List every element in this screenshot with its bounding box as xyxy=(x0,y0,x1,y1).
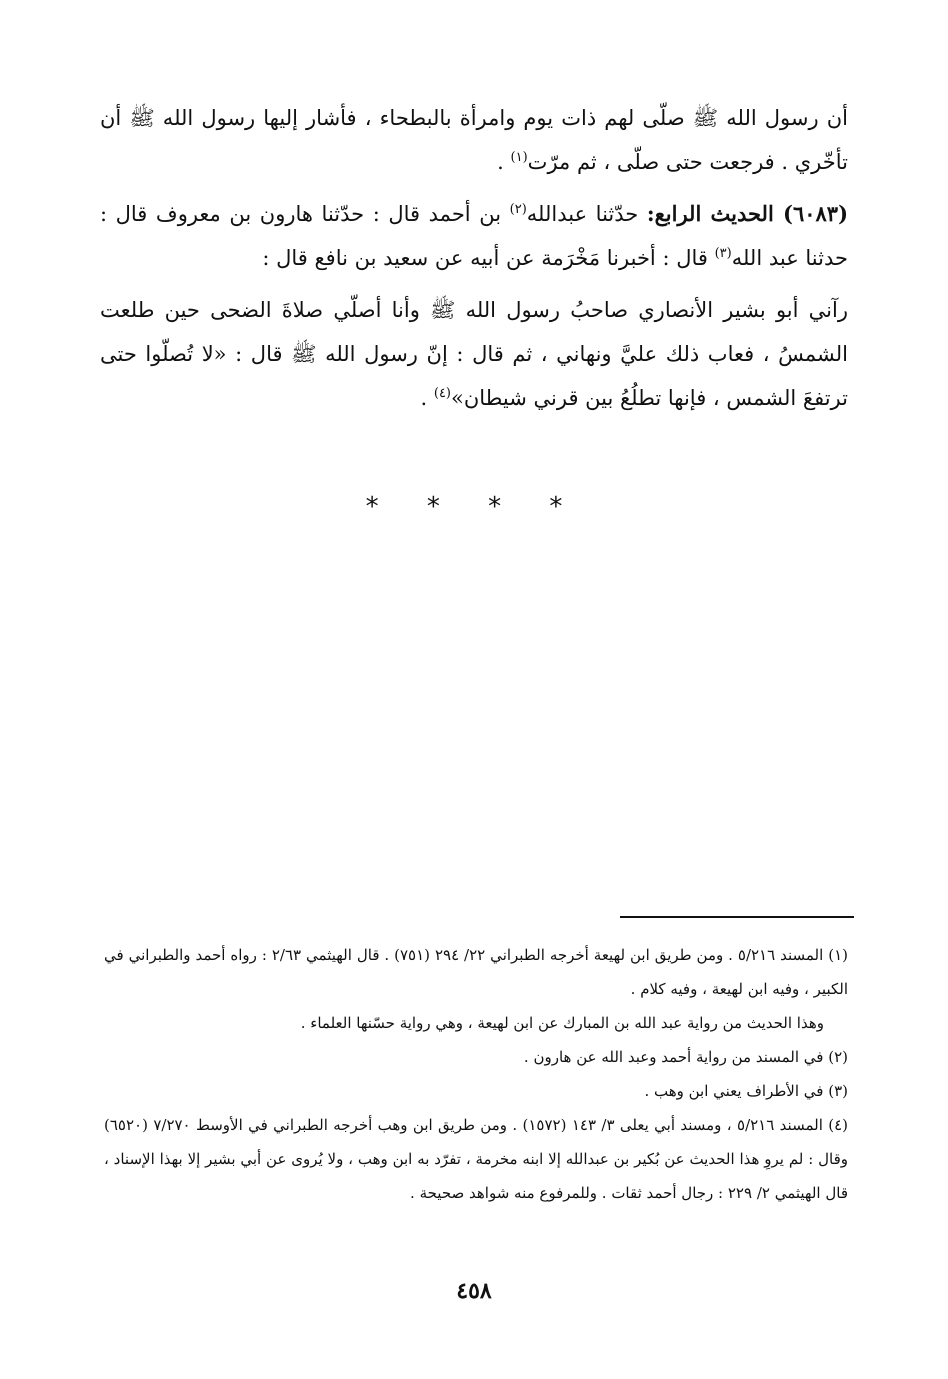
footnote-ref-2: (٢) xyxy=(509,202,527,217)
paragraph-1-end: . xyxy=(497,150,511,174)
footnote-1-continuation: وهذا الحديث من رواية عبد الله بن المبارك عن ابن لهيعة ، وهي رواية حسّنها العلماء . xyxy=(300,1014,824,1032)
paragraph-3-text: رآني أبو بشير الأنصاري صاحبُ رسول الله ﷺ وأنا أصلّي صلاةَ الضحى حين طلعت الشمسُ ، فعاب ذلك عليَّ ونهاني ، ثم قال : إنّ رسول الله ﷺ قال : «لا تُصلّوا حتى ترتفعَ الشمس ، فإنها تطلُعُ بين قرني شيطان» xyxy=(100,298,848,410)
page-number: ٤٥٨ xyxy=(456,1278,492,1304)
paragraph-1 xyxy=(100,96,848,184)
footnote-4: (٤) المسند ٥/٢١٦ ، ومسند أبي يعلى ٣/ ١٤٣ (١٥٧٢) . ومن طريق ابن وهب أخرجه الطبراني في الأوسط ٧/٢٧٠ (٦٥٢٠) وقال : لم يروِ هذا الحديث عن بُكير بن عبدالله إلا ابنه مخرمة ، تفرّد به ابن وهب ، ولا يُروى عن أبي بشير إلا بهذا الإسناد ، قال الهيثمي ٢/ ٢٢٩ : رجال أحمد ثقات . وللمرفوع منه شواهد صحيحة . xyxy=(104,1116,849,1202)
paragraph-1-text: أن رسول الله ﷺ صلّى لهم ذات يوم وامرأة بالبطحاء ، فأشار إليها رسول الله ﷺ أن تأخّري . فرجعت حتى صلّى ، ثم مرّت xyxy=(100,106,848,174)
footnote-ref-3: (٣) xyxy=(714,246,732,261)
main-text xyxy=(100,96,848,428)
footnote-3: (٣) في الأطراف يعني ابن وهب . xyxy=(644,1082,848,1100)
footnotes xyxy=(104,938,848,1210)
footnote-ref-4: (٤) xyxy=(433,386,451,401)
hadith-heading: (٦٠٨٣) الحديث الرابع: xyxy=(646,201,848,226)
footnote-1: (١) المسند ٥/٢١٦ . ومن طريق ابن لهيعة أخرجه الطبراني ٢٢/ ٢٩٤ (٧٥١) . قال الهيثمي ٢/٦٣ : رواه أحمد والطبراني في الكبير ، وفيه ابن لهيعة ، وفيه كلام . xyxy=(104,946,849,998)
paragraph-2-text-b: بن أحمد قال : حدّثنا هارون بن معروف قال : حدثنا عبد الله xyxy=(100,202,848,270)
paragraph-3-end: . xyxy=(420,386,434,410)
footnote-ref-1: (١) xyxy=(510,150,528,165)
paragraph-2 xyxy=(100,192,848,280)
paragraph-2-text-c: قال : أخبرنا مَخْرَمة عن أبيه عن سعيد بن نافع قال : xyxy=(262,246,715,270)
footnote-divider xyxy=(620,916,854,918)
section-separator: * * * * xyxy=(365,492,583,522)
footnote-2: (٢) في المسند من رواية أحمد وعبد الله عن هارون . xyxy=(523,1048,848,1066)
paragraph-3 xyxy=(100,288,848,420)
paragraph-2-text-a: حدّثنا عبدالله xyxy=(526,202,647,226)
